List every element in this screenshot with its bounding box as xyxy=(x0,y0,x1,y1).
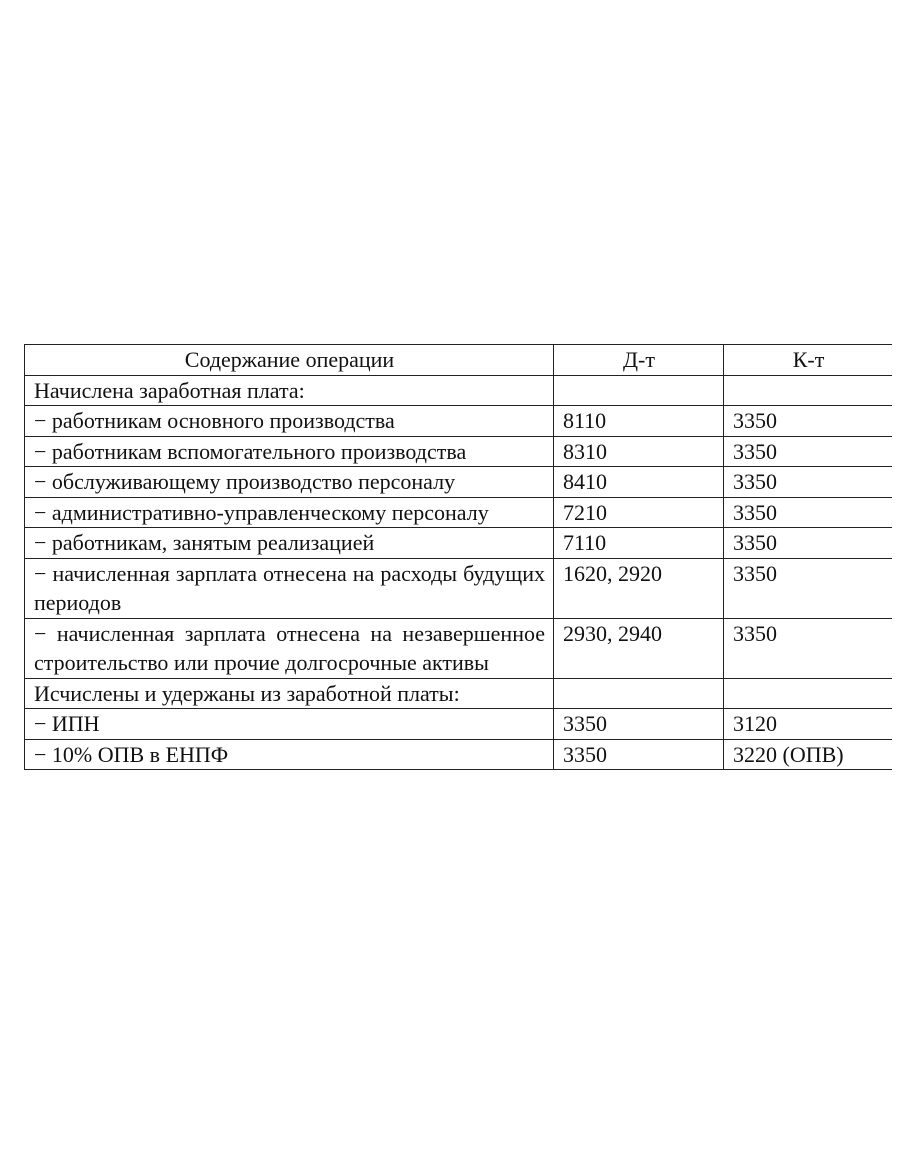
credit-cell: 3220 (ОПВ) xyxy=(724,739,893,770)
debit-cell: 8410 xyxy=(554,467,724,498)
operation-cell: − работникам, занятым реализацией xyxy=(25,528,554,559)
table-row xyxy=(25,497,893,528)
header-credit: К-т xyxy=(724,345,893,376)
credit-cell: 3350 xyxy=(724,436,893,467)
accounting-entries-table xyxy=(24,344,892,770)
ledger-table-viewport xyxy=(24,344,892,814)
operation-cell: − 10% ОПВ в ЕНПФ xyxy=(25,739,554,770)
debit-cell: 8310 xyxy=(554,436,724,467)
operation-cell: − ИПН xyxy=(25,709,554,740)
table-row xyxy=(25,528,893,559)
operation-cell: − начисленная зарплата отнесена на незавершенное строительство или прочие долгосрочные активы xyxy=(25,618,554,678)
header-debit: Д-т xyxy=(554,345,724,376)
credit-cell: 3350 xyxy=(724,467,893,498)
credit-cell xyxy=(724,375,893,406)
debit-cell: 3350 xyxy=(554,709,724,740)
debit-cell xyxy=(554,375,724,406)
operation-cell: − административно-управленческому персоналу xyxy=(25,497,554,528)
table-row xyxy=(25,678,893,709)
operation-cell: − начисленная зарплата отнесена на расходы будущих периодов xyxy=(25,558,554,618)
operation-cell: Исчислены и удержаны из заработной платы: xyxy=(25,678,554,709)
table-row xyxy=(25,436,893,467)
table-row xyxy=(25,467,893,498)
credit-cell: 3350 xyxy=(724,497,893,528)
table-row xyxy=(25,709,893,740)
table-row xyxy=(25,558,893,618)
credit-cell: 3350 xyxy=(724,618,893,678)
table-row xyxy=(25,739,893,770)
debit-cell: 3350 xyxy=(554,739,724,770)
debit-cell: 7110 xyxy=(554,528,724,559)
operation-cell: − обслуживающему производство персоналу xyxy=(25,467,554,498)
credit-cell: 3350 xyxy=(724,558,893,618)
operation-cell: − работникам основного производства xyxy=(25,406,554,437)
credit-cell xyxy=(724,678,893,709)
table-row xyxy=(25,618,893,678)
credit-cell: 3350 xyxy=(724,406,893,437)
operation-cell: − работникам вспомогательного производства xyxy=(25,436,554,467)
debit-cell: 8110 xyxy=(554,406,724,437)
table-header-row xyxy=(25,345,893,376)
debit-cell xyxy=(554,678,724,709)
debit-cell: 2930, 2940 xyxy=(554,618,724,678)
operation-cell: Начислена заработная плата: xyxy=(25,375,554,406)
header-operation: Содержание операции xyxy=(25,345,554,376)
debit-cell: 7210 xyxy=(554,497,724,528)
table-row xyxy=(25,406,893,437)
credit-cell: 3350 xyxy=(724,528,893,559)
credit-cell: 3120 xyxy=(724,709,893,740)
debit-cell: 1620, 2920 xyxy=(554,558,724,618)
table-row xyxy=(25,375,893,406)
